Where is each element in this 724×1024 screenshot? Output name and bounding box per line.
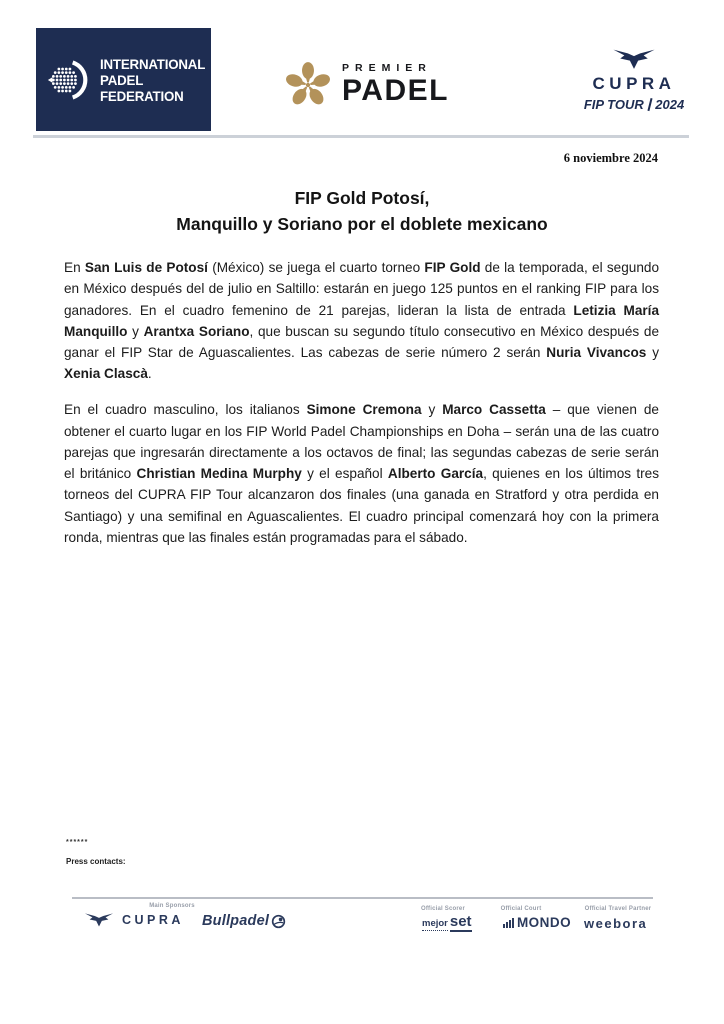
fip-tour-year: [560, 97, 708, 112]
bullpadel-ball-icon: [271, 914, 286, 929]
premier-label: PREMIER: [342, 62, 432, 74]
ipf-line-1: INTERNATIONAL: [100, 55, 206, 72]
sponsor-weebora-logo: weebora: [584, 916, 648, 931]
cupra-fip-tour-logo: [560, 46, 708, 112]
document-title: [0, 186, 724, 237]
document-date: 6 noviembre 2024: [563, 151, 658, 165]
fip-tour-label: FIP TOUR: [583, 97, 644, 112]
mejorset-word-big: set: [449, 913, 472, 930]
article-body: [64, 257, 659, 548]
paragraph-2: En el cuadro masculino, los italianos Simone Cremona y Marco Cassetta – que vienen de obtener el cuarto lugar en los FIP World Padel Championships en Doha – serán una de las cuatro parejas que ingresarán directamente a los octavos de final; las segundas cabezas de serie serán el británico Christian Medina Murphy y el español Alberto García, quienes en los últimos tres torneos del CUPRA FIP Tour alcanzaron dos finales (una ganada en Stratford y otra perdida en Santiago) y una semifinal en Aguascalientes. El cuadro principal comenzará hoy con la primera ronda, mientras que las finales están programadas para el sábado.: [64, 402, 660, 546]
paragraph-1: En San Luis de Potosí (México) se juega el cuarto torneo FIP Gold de la temporada, el segundo en México después del de julio en Saltillo: estarán en juego 125 puntos en el ranking FIP para los ganadores. En el cuadro femenino de 21 parejas, lideran la lista de entrada Letizia María Manquillo y Arantxa Soriano, que buscan su segundo título consecutivo en México después de ganar el FIP Star de Aguascalientes. Las cabezas de serie número 2 serán Nuria Vivancos y Xenia Clascà.: [64, 260, 660, 382]
sponsor-label-travel: Official Travel Partner: [584, 906, 652, 912]
sponsor-cupra-logo: [84, 911, 184, 928]
sponsor-label-main: Main Sponsors: [149, 903, 195, 909]
title-line-1: FIP Gold Potosí,: [294, 188, 430, 208]
title-line-2: Manquillo y Soriano por el doblete mexicano: [176, 213, 548, 234]
tour-divider: [647, 98, 652, 111]
mejorset-word-small: mejor: [422, 918, 448, 929]
ipf-wordmark: [100, 56, 205, 104]
ipf-globe-icon: [46, 56, 92, 104]
sponsor-mejorset-logo: [422, 913, 472, 932]
mondo-wordmark: MONDO: [516, 915, 572, 930]
footer-divider: [72, 897, 653, 899]
section-end-marks: ******: [66, 839, 89, 846]
cupra-footer-wordmark: CUPRA: [122, 912, 184, 927]
cupra-footer-emblem-icon: [84, 911, 114, 928]
tour-year: 2024: [655, 97, 685, 112]
padel-wordmark: PADEL: [342, 74, 449, 107]
sponsor-bullpadel-logo: [202, 913, 286, 929]
mondo-bars-icon: [503, 918, 515, 930]
ipf-line-3: FEDERATION: [100, 87, 184, 104]
sponsor-mondo-logo: [503, 915, 571, 930]
ipf-line-2: PADEL: [100, 71, 144, 88]
sponsor-label-court: Official Court: [500, 906, 542, 912]
header-divider: [33, 135, 689, 138]
press-contacts-label: Press contacts:: [66, 857, 126, 866]
ipf-logo: [36, 28, 211, 131]
premier-padel-logo: [283, 58, 449, 110]
cupra-emblem-icon: [612, 46, 656, 71]
bullpadel-wordmark: Bullpadel: [202, 913, 270, 929]
sponsor-label-scorer: Official Scorer: [420, 906, 465, 912]
premier-padel-flower-icon: [283, 58, 333, 110]
cupra-wordmark: CUPRA: [592, 74, 676, 93]
